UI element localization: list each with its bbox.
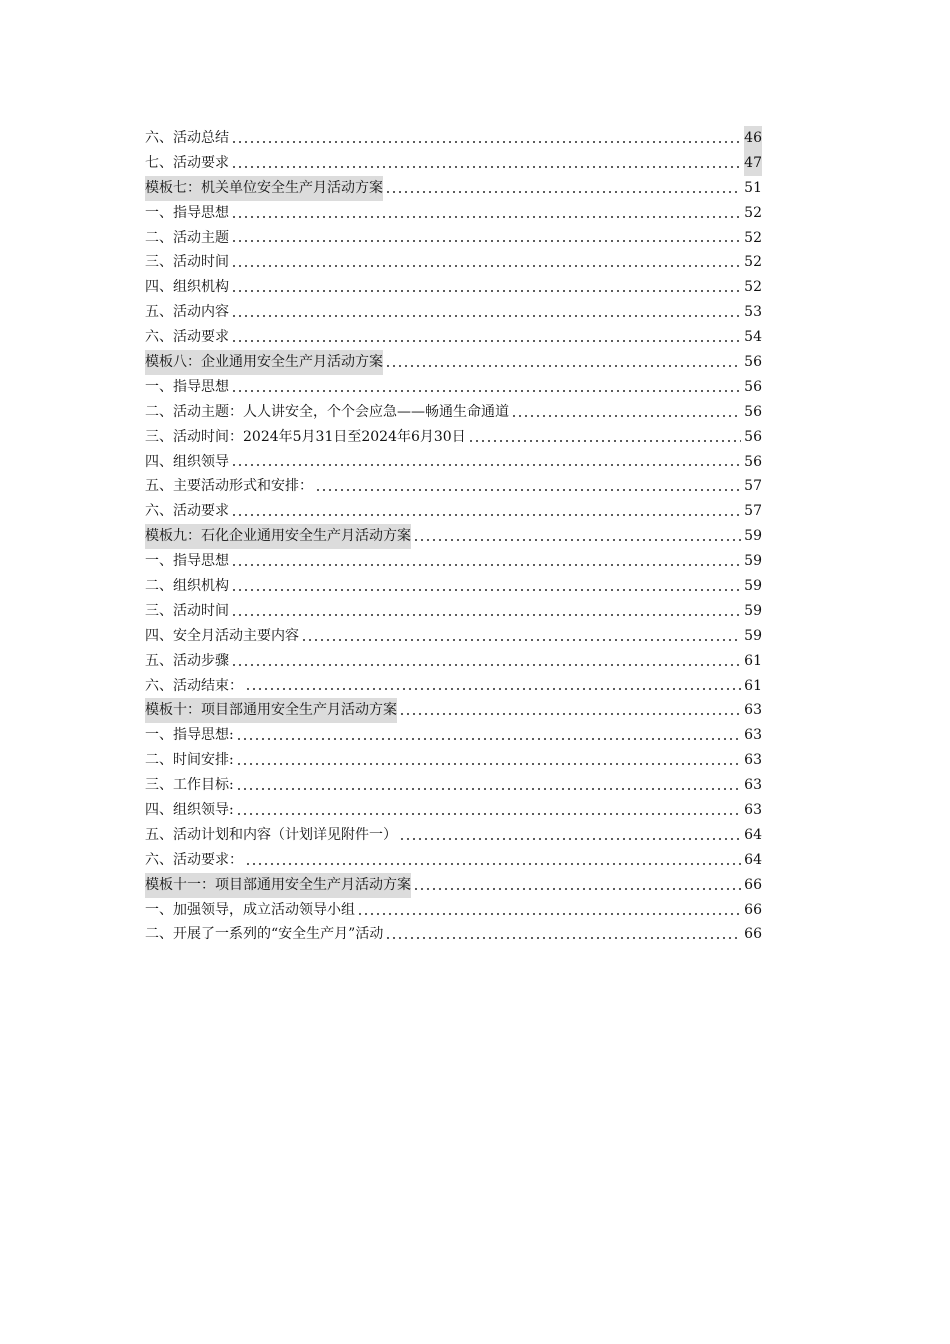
dot-leader	[231, 264, 741, 268]
toc-entry[interactable]	[145, 226, 762, 251]
toc-entry-page-number: 56	[744, 378, 762, 395]
dot-leader	[245, 862, 741, 866]
toc-entry[interactable]	[145, 848, 762, 873]
toc-entry-page-number: 52	[744, 254, 762, 271]
toc-entry[interactable]	[145, 574, 762, 599]
toc-entry-page-number: 56	[744, 354, 762, 370]
toc-entry-title: 三、活动时间	[145, 254, 229, 271]
toc-entry[interactable]	[145, 524, 762, 549]
dot-leader	[231, 314, 741, 318]
toc-entry-title: 二、活动主题：人人讲安全，个个会应急——畅通生命通道	[145, 403, 509, 420]
toc-entry-title: 六、活动要求	[145, 329, 229, 346]
toc-entry-page-number: 64	[744, 826, 762, 843]
toc-entry-title: 模板九：石化企业通用安全生产月活动方案	[145, 524, 411, 549]
toc-entry-page-number: 56	[744, 428, 762, 445]
dot-leader	[236, 762, 741, 766]
toc-entry-page-number: 53	[744, 304, 762, 321]
toc-entry[interactable]	[145, 450, 762, 475]
dot-leader	[236, 737, 741, 741]
toc-entry[interactable]	[145, 201, 762, 226]
toc-entry-title: 模板八：企业通用安全生产月活动方案	[145, 350, 383, 375]
toc-entry-page-number: 47	[744, 151, 762, 176]
toc-entry-page-number: 56	[744, 403, 762, 420]
toc-entry-page-number: 63	[744, 752, 762, 769]
toc-entry[interactable]	[145, 798, 762, 823]
toc-entry[interactable]	[145, 649, 762, 674]
toc-entry[interactable]	[145, 325, 762, 350]
toc-entry[interactable]	[145, 773, 762, 798]
toc-entry-title: 四、组织领导	[145, 453, 229, 470]
toc-entry[interactable]	[145, 723, 762, 748]
toc-entry[interactable]	[145, 748, 762, 773]
toc-entry-title: 三、活动时间：2024年5月31日至2024年6月30日	[145, 428, 466, 445]
toc-entry-page-number: 54	[744, 329, 762, 346]
dot-leader	[231, 513, 741, 517]
toc-entry-page-number: 59	[744, 602, 762, 619]
dot-leader	[231, 215, 741, 219]
dot-leader	[231, 463, 741, 467]
toc-entry-title: 六、活动结束：	[145, 677, 243, 694]
dot-leader	[231, 289, 741, 293]
toc-entry-page-number: 57	[744, 478, 762, 495]
toc-entry[interactable]	[145, 923, 762, 948]
dot-leader	[413, 538, 741, 542]
toc-entry[interactable]	[145, 624, 762, 649]
dot-leader	[357, 912, 741, 916]
toc-entry[interactable]	[145, 126, 762, 151]
toc-entry-page-number: 66	[744, 901, 762, 918]
toc-entry-title: 二、时间安排:	[145, 752, 234, 769]
dot-leader	[399, 837, 741, 841]
toc-entry-title: 四、组织机构	[145, 279, 229, 296]
toc-entry-page-number: 52	[744, 204, 762, 221]
toc-entry-page-number: 46	[744, 126, 762, 151]
dot-leader	[315, 488, 741, 492]
toc-entry-page-number: 63	[744, 777, 762, 794]
dot-leader	[231, 563, 741, 567]
dot-leader	[399, 712, 741, 716]
toc-entry[interactable]	[145, 151, 762, 176]
dot-leader	[231, 389, 741, 393]
toc-entry-page-number: 59	[744, 627, 762, 644]
toc-entry[interactable]	[145, 549, 762, 574]
toc-entry-page-number: 63	[744, 727, 762, 744]
toc-entry-page-number: 64	[744, 851, 762, 868]
toc-entry[interactable]	[145, 823, 762, 848]
dot-leader	[301, 638, 741, 642]
toc-entry[interactable]	[145, 474, 762, 499]
toc-entry-title: 三、活动时间	[145, 602, 229, 619]
dot-leader	[468, 439, 741, 443]
dot-leader	[385, 364, 741, 368]
toc-entry[interactable]	[145, 698, 762, 723]
toc-entry-title: 五、活动步骤	[145, 652, 229, 669]
toc-entry[interactable]	[145, 599, 762, 624]
toc-entry-title: 四、组织领导:	[145, 802, 234, 819]
toc-entry[interactable]	[145, 300, 762, 325]
toc-entry-title: 三、工作目标:	[145, 777, 234, 794]
toc-entry-title: 一、指导思想	[145, 204, 229, 221]
toc-entry-title: 四、安全月活动主要内容	[145, 627, 299, 644]
toc-entry[interactable]	[145, 674, 762, 699]
toc-entry-page-number: 56	[744, 453, 762, 470]
toc-entry-title: 六、活动总结	[145, 129, 229, 146]
toc-entry-page-number: 66	[744, 876, 762, 893]
toc-entry-page-number: 52	[744, 229, 762, 246]
toc-entry-title: 二、开展了一系列的“安全生产月”活动	[145, 926, 384, 943]
toc-entry-title: 二、活动主题	[145, 229, 229, 246]
toc-entry-page-number: 63	[744, 702, 762, 719]
toc-entry-page-number: 66	[744, 926, 762, 943]
toc-entry-title: 二、组织机构	[145, 578, 229, 595]
toc-entry-title: 六、活动要求：	[145, 851, 243, 868]
dot-leader	[231, 613, 741, 617]
toc-entry-title: 五、活动计划和内容（计划详见附件一）	[145, 826, 397, 843]
toc-entry-page-number: 51	[744, 179, 762, 196]
dot-leader	[231, 140, 741, 144]
toc-entry-title: 五、主要活动形式和安排：	[145, 478, 313, 495]
toc-entry[interactable]	[145, 176, 762, 201]
toc-entry-page-number: 59	[744, 553, 762, 570]
toc-entry[interactable]	[145, 400, 762, 425]
toc-entry[interactable]	[145, 250, 762, 275]
toc-entry-title: 模板十一：项目部通用安全生产月活动方案	[145, 873, 411, 898]
dot-leader	[511, 414, 741, 418]
toc-entry-page-number: 63	[744, 802, 762, 819]
toc-entry-page-number: 61	[744, 677, 762, 694]
toc-entry-title: 五、活动内容	[145, 304, 229, 321]
toc-entry[interactable]	[145, 873, 762, 898]
dot-leader	[231, 165, 741, 169]
dot-leader	[231, 239, 741, 243]
toc-entry-title: 七、活动要求	[145, 154, 229, 171]
toc-entry-page-number: 61	[744, 652, 762, 669]
toc-entry-title: 一、加强领导，成立活动领导小组	[145, 901, 355, 918]
dot-leader	[245, 687, 741, 691]
toc-entry-title: 模板七：机关单位安全生产月活动方案	[145, 176, 383, 201]
toc-entry-page-number: 52	[744, 279, 762, 296]
table-of-contents	[145, 126, 762, 947]
dot-leader	[413, 887, 741, 891]
dot-leader	[385, 936, 741, 940]
dot-leader	[236, 787, 741, 791]
toc-entry-page-number: 59	[744, 528, 762, 545]
toc-entry[interactable]	[145, 375, 762, 400]
toc-entry-title: 模板十：项目部通用安全生产月活动方案	[145, 698, 397, 723]
toc-entry[interactable]	[145, 425, 762, 450]
toc-entry-page-number: 57	[744, 503, 762, 520]
dot-leader	[231, 663, 741, 667]
toc-entry-page-number: 59	[744, 578, 762, 595]
dot-leader	[231, 339, 741, 343]
toc-entry-title: 一、指导思想	[145, 378, 229, 395]
toc-entry-title: 一、指导思想:	[145, 727, 234, 744]
toc-entry[interactable]	[145, 898, 762, 923]
toc-entry[interactable]	[145, 499, 762, 524]
dot-leader	[385, 190, 741, 194]
toc-entry-title: 六、活动要求	[145, 503, 229, 520]
dot-leader	[236, 812, 741, 816]
toc-entry-title: 一、指导思想	[145, 553, 229, 570]
toc-entry[interactable]	[145, 275, 762, 300]
dot-leader	[231, 588, 741, 592]
toc-entry[interactable]	[145, 350, 762, 375]
